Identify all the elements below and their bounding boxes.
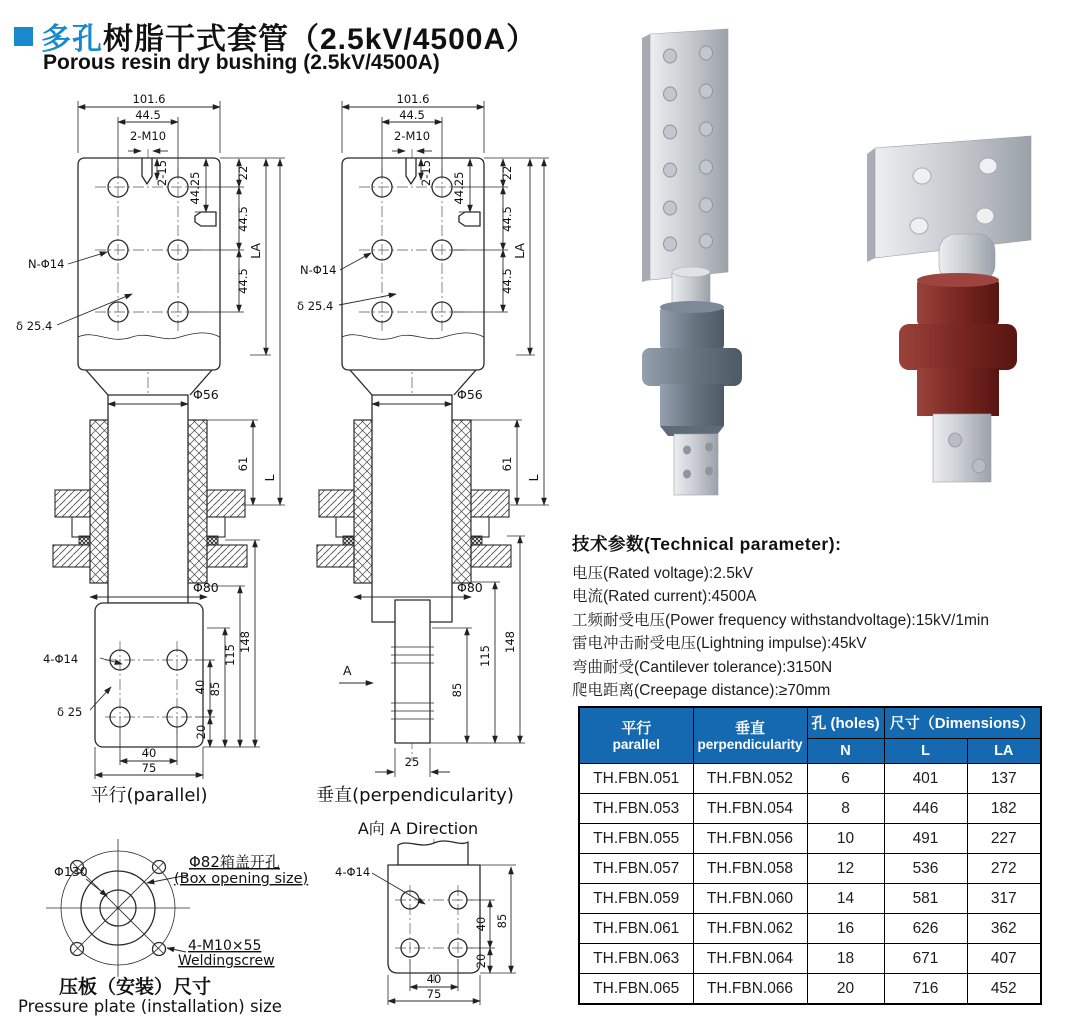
svg-text:22: 22 — [236, 165, 250, 181]
svg-text:44.5: 44.5 — [399, 108, 425, 122]
a-direction-title: A向 A Direction — [357, 819, 479, 838]
svg-text:40: 40 — [474, 916, 488, 932]
svg-text:2-M10: 2-M10 — [129, 129, 167, 143]
tech-line: 爬电距离(Creepage distance):≥70mm — [572, 682, 831, 700]
title-rest: 树脂干式套管（2.5kV/4500A） — [103, 23, 538, 56]
svg-text:Φ130: Φ130 — [54, 864, 88, 879]
col-header-la: LA — [967, 739, 1041, 764]
svg-text:A: A — [343, 663, 352, 678]
svg-text:(Box opening size): (Box opening size) — [174, 871, 309, 887]
col-header-parallel: 平行 parallel — [579, 707, 693, 764]
table-row: TH.FBN.051 TH.FBN.052 6 401 137 — [579, 764, 1041, 794]
svg-text:2-15: 2-15 — [155, 159, 169, 187]
svg-text:δ 25: δ 25 — [57, 705, 83, 719]
flag-plate-side — [867, 148, 875, 262]
side-stud — [459, 212, 480, 226]
lower-insulator — [917, 368, 999, 416]
insulator-shoulder — [660, 301, 724, 313]
svg-text:61: 61 — [500, 456, 514, 472]
table-row: TH.FBN.065 TH.FBN.066 20 716 452 — [579, 974, 1041, 1005]
svg-text:75: 75 — [426, 987, 442, 1001]
table-row: TH.FBN.057 TH.FBN.058 12 536 272 — [579, 854, 1041, 884]
svg-text:N-Φ14: N-Φ14 — [300, 263, 337, 277]
insulator-shoulder — [917, 273, 999, 287]
svg-text:44.5: 44.5 — [500, 268, 514, 294]
pressure-plate-caption-en: Pressure plate (installation) size — [18, 997, 282, 1016]
perpendicularity-caption: 垂直(perpendicularity) — [316, 785, 514, 806]
col-header-holes: 孔 (holes) — [807, 707, 884, 739]
svg-text:85: 85 — [495, 913, 509, 929]
svg-text:148: 148 — [238, 631, 252, 653]
tech-line: 弯曲耐受(Cantilever tolerance):3150N — [572, 658, 833, 676]
svg-text:22: 22 — [500, 165, 514, 181]
svg-text:Φ80: Φ80 — [457, 580, 483, 595]
table-row: TH.FBN.063 TH.FBN.064 18 671 407 — [579, 944, 1041, 974]
svg-text:61: 61 — [236, 456, 250, 472]
busbar-front — [650, 29, 728, 280]
plate-circles — [46, 839, 190, 977]
svg-text:2-M10: 2-M10 — [393, 129, 431, 143]
spec-table — [578, 706, 1042, 1005]
svg-text:148: 148 — [503, 631, 517, 653]
svg-text:Φ56: Φ56 — [193, 387, 219, 402]
svg-text:44.5: 44.5 — [500, 206, 514, 232]
flange-disc — [642, 348, 742, 386]
side-stud — [195, 212, 216, 226]
labels — [54, 853, 308, 969]
svg-text:40: 40 — [141, 746, 157, 760]
svg-text:Φ80: Φ80 — [193, 580, 219, 595]
tech-line: 雷电冲击耐受电压(Lightning impulse):45kV — [572, 635, 867, 653]
stud-top — [672, 267, 710, 277]
busbar-break — [398, 841, 468, 865]
svg-text:δ 25.4: δ 25.4 — [16, 319, 53, 333]
col-header-dimensions: 尺寸（Dimensions） — [884, 707, 1041, 739]
busbar-side — [642, 34, 650, 282]
svg-text:85: 85 — [450, 682, 464, 698]
tech-line: 工频耐受电压(Power frequency withstandvoltage):15kV/1min — [572, 611, 989, 629]
svg-text:L: L — [262, 474, 277, 482]
svg-text:44.25: 44.25 — [188, 171, 202, 205]
tech-line: 电压(Rated voltage):2.5kV — [572, 565, 753, 582]
section-bullet-icon — [14, 27, 33, 46]
table-row: TH.FBN.059 TH.FBN.060 14 581 317 — [579, 884, 1041, 914]
bottom-plate — [95, 603, 203, 747]
svg-text:4-Φ14: 4-Φ14 — [43, 652, 79, 666]
parallel-caption: 平行(parallel) — [90, 785, 208, 806]
red-bushing-photo — [845, 128, 1057, 506]
svg-text:75: 75 — [141, 761, 157, 775]
pressure-plate-caption-zh: 压板（安装）尺寸 — [59, 976, 212, 998]
flange-disc — [899, 324, 1017, 370]
svg-text:85: 85 — [208, 681, 222, 697]
svg-text:101.6: 101.6 — [396, 93, 430, 106]
svg-text:44.5: 44.5 — [135, 108, 161, 122]
svg-text:4-M10×55: 4-M10×55 — [188, 938, 262, 954]
perpendicularity-drawing — [295, 93, 577, 813]
conductor-cylinder — [108, 395, 188, 603]
svg-text:Φ82箱盖开孔: Φ82箱盖开孔 — [189, 853, 280, 871]
table-row: TH.FBN.061 TH.FBN.062 16 626 362 — [579, 914, 1041, 944]
svg-text:20: 20 — [194, 724, 208, 740]
svg-text:44.5: 44.5 — [236, 268, 250, 294]
col-header-perpendicularity: 垂直 perpendicularity — [693, 707, 807, 764]
svg-text:Weldingscrew: Weldingscrew — [178, 953, 275, 969]
svg-text:LA: LA — [248, 243, 263, 259]
col-header-n: N — [807, 739, 884, 764]
table-row: TH.FBN.055 TH.FBN.056 10 491 227 — [579, 824, 1041, 854]
title-highlight: 多孔 — [41, 23, 103, 56]
svg-text:44.5: 44.5 — [236, 206, 250, 232]
technical-parameters — [572, 531, 1072, 702]
gray-bushing-photo — [612, 22, 802, 500]
a-direction-drawing — [330, 813, 578, 1033]
bottom-terminal — [674, 434, 718, 495]
lower-insulator — [660, 384, 724, 426]
svg-text:115: 115 — [478, 645, 492, 667]
svg-text:Φ56: Φ56 — [457, 387, 483, 402]
svg-text:25: 25 — [404, 755, 420, 769]
pressure-plate-drawing — [12, 835, 314, 1031]
page-subtitle: Porous resin dry bushing (2.5kV/4500A) — [43, 51, 440, 74]
parallel-drawing — [10, 93, 340, 808]
col-header-l: L — [884, 739, 967, 764]
svg-text:2-15: 2-15 — [419, 159, 433, 187]
tech-heading: 技术参数(Technical parameter): — [572, 534, 842, 554]
bottom-bar — [395, 600, 430, 743]
table-row: TH.FBN.053 TH.FBN.054 8 446 182 — [579, 794, 1041, 824]
conductor-cylinder — [372, 395, 452, 622]
svg-text:4-Φ14: 4-Φ14 — [335, 865, 371, 879]
svg-text:L: L — [526, 474, 541, 482]
svg-text:δ 25.4: δ 25.4 — [297, 299, 334, 313]
svg-text:LA: LA — [512, 243, 527, 259]
svg-text:40: 40 — [426, 972, 442, 986]
tech-line: 电流(Rated current):4500A — [572, 588, 757, 606]
svg-text:101.6: 101.6 — [132, 93, 166, 106]
svg-text:20: 20 — [474, 953, 488, 969]
svg-text:115: 115 — [223, 644, 237, 666]
svg-text:N-Φ14: N-Φ14 — [28, 257, 65, 271]
svg-text:40: 40 — [193, 679, 207, 695]
svg-text:44.25: 44.25 — [452, 171, 466, 205]
plate-outline — [388, 865, 480, 973]
